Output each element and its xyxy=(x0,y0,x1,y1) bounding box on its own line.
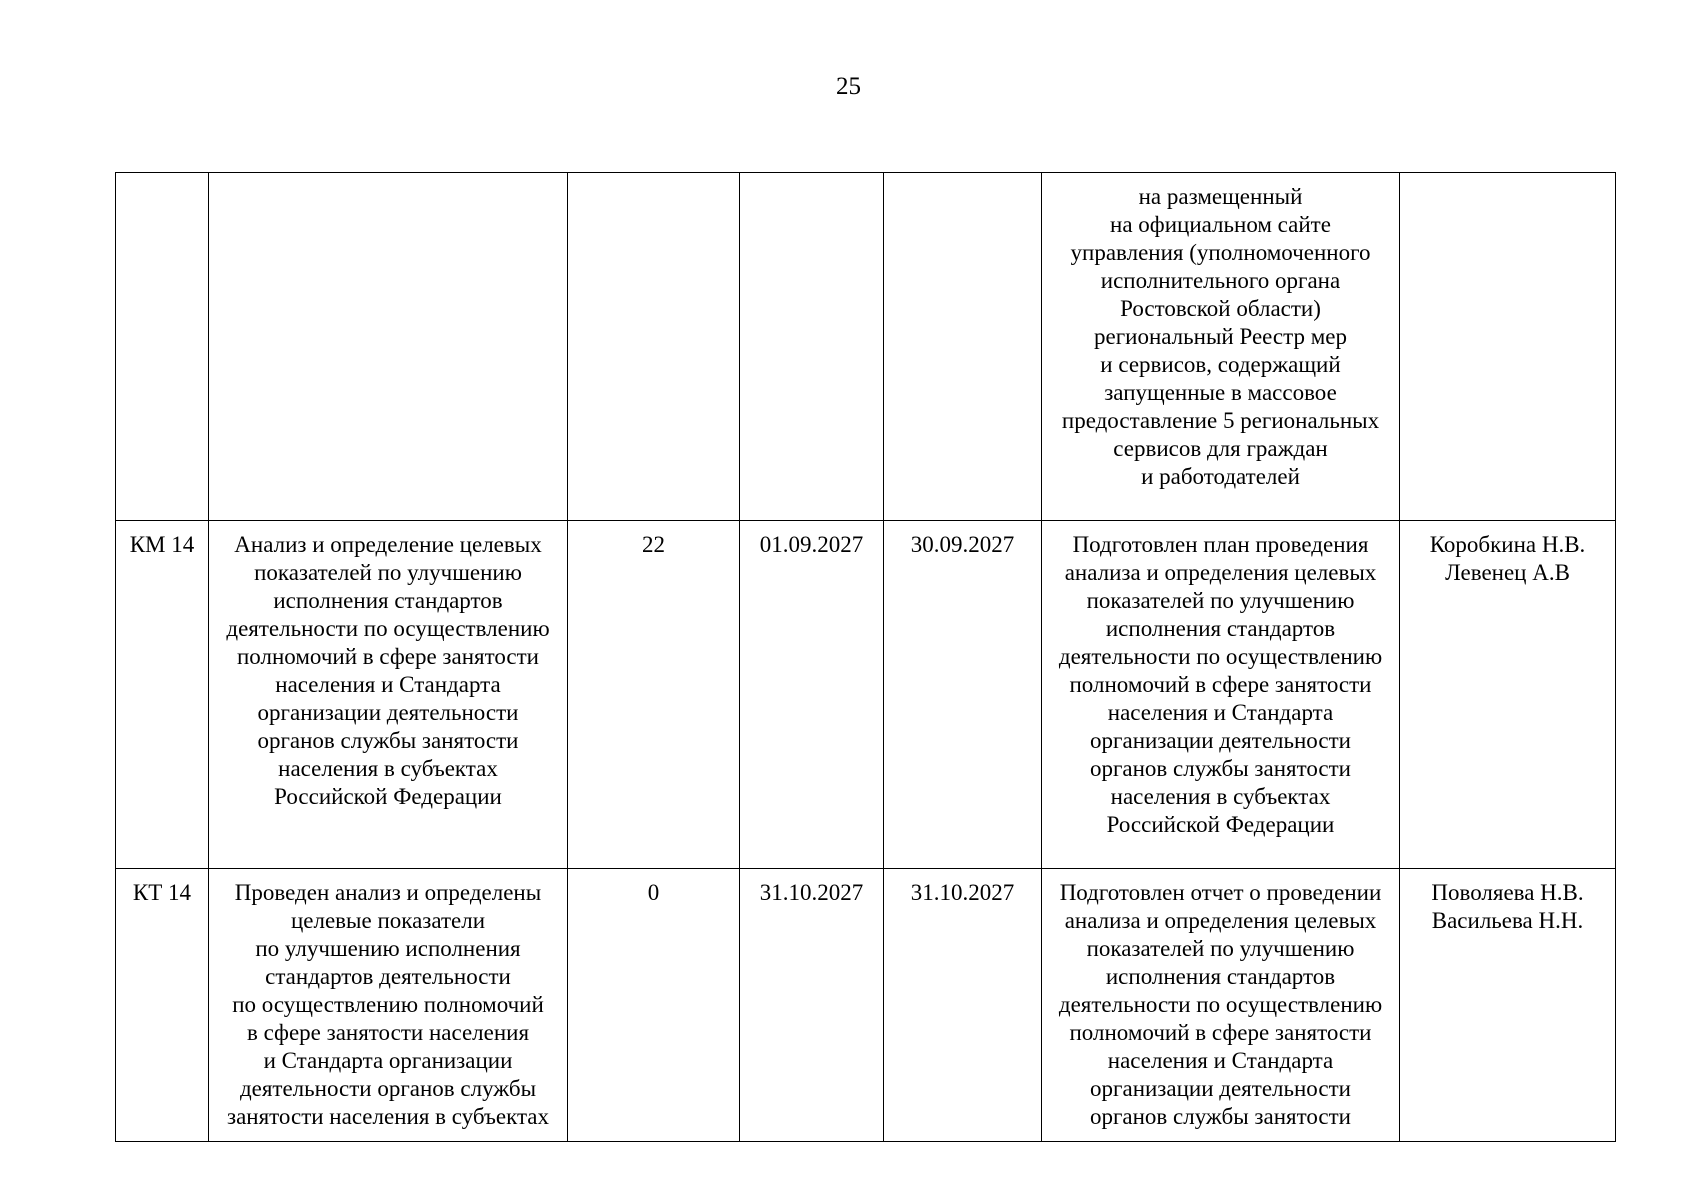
name-cell: Анализ и определение целевых показателей по улучшению исполнения стандартов деятельности по осуществлению полномочий в сфере занятости населения и Стандарта организации деятельности органов службы занятости населения в субъектах Российской Федерации xyxy=(209,521,568,869)
result-cell: на размещенный на официальном сайте управления (уполномоченного исполнительного органа Ростовской области) региональный Реестр мер и сервисов, содержащий запущенные в массовое предоставление 5 региональных сервисов для граждан и работодателей xyxy=(1042,173,1400,521)
table-row xyxy=(116,173,1616,521)
start-date-cell xyxy=(740,173,884,521)
start-date-cell: 31.10.2027 xyxy=(740,869,884,1142)
end-date-cell: 31.10.2027 xyxy=(884,869,1042,1142)
responsible-cell xyxy=(1400,173,1616,521)
duration-cell: 22 xyxy=(568,521,740,869)
table-row xyxy=(116,521,1616,869)
duration-cell: 0 xyxy=(568,869,740,1142)
duration-cell xyxy=(568,173,740,521)
name-cell: Проведен анализ и определены целевые показатели по улучшению исполнения стандартов деятельности по осуществлению полномочий в сфере занятости населения и Стандарта организации деятельности органов службы занятости населения в субъектах xyxy=(209,869,568,1142)
result-cell: Подготовлен план проведения анализа и определения целевых показателей по улучшению исполнения стандартов деятельности по осуществлению полномочий в сфере занятости населения и Стандарта организации деятельности органов службы занятости населения в субъектах Российской Федерации xyxy=(1042,521,1400,869)
page-number: 25 xyxy=(836,73,861,100)
end-date-cell xyxy=(884,173,1042,521)
responsible-cell: Поволяева Н.В. Васильева Н.Н. xyxy=(1400,869,1616,1142)
code-cell xyxy=(116,173,209,521)
name-cell xyxy=(209,173,568,521)
code-cell: КТ 14 xyxy=(116,869,209,1142)
plan-table xyxy=(115,172,1616,1142)
table-row xyxy=(116,869,1616,1142)
start-date-cell: 01.09.2027 xyxy=(740,521,884,869)
result-cell: Подготовлен отчет о проведении анализа и определения целевых показателей по улучшению исполнения стандартов деятельности по осуществлению полномочий в сфере занятости населения и Стандарта организации деятельности органов службы занятости xyxy=(1042,869,1400,1142)
code-cell: КМ 14 xyxy=(116,521,209,869)
end-date-cell: 30.09.2027 xyxy=(884,521,1042,869)
responsible-cell: Коробкина Н.В. Левенец А.В xyxy=(1400,521,1616,869)
